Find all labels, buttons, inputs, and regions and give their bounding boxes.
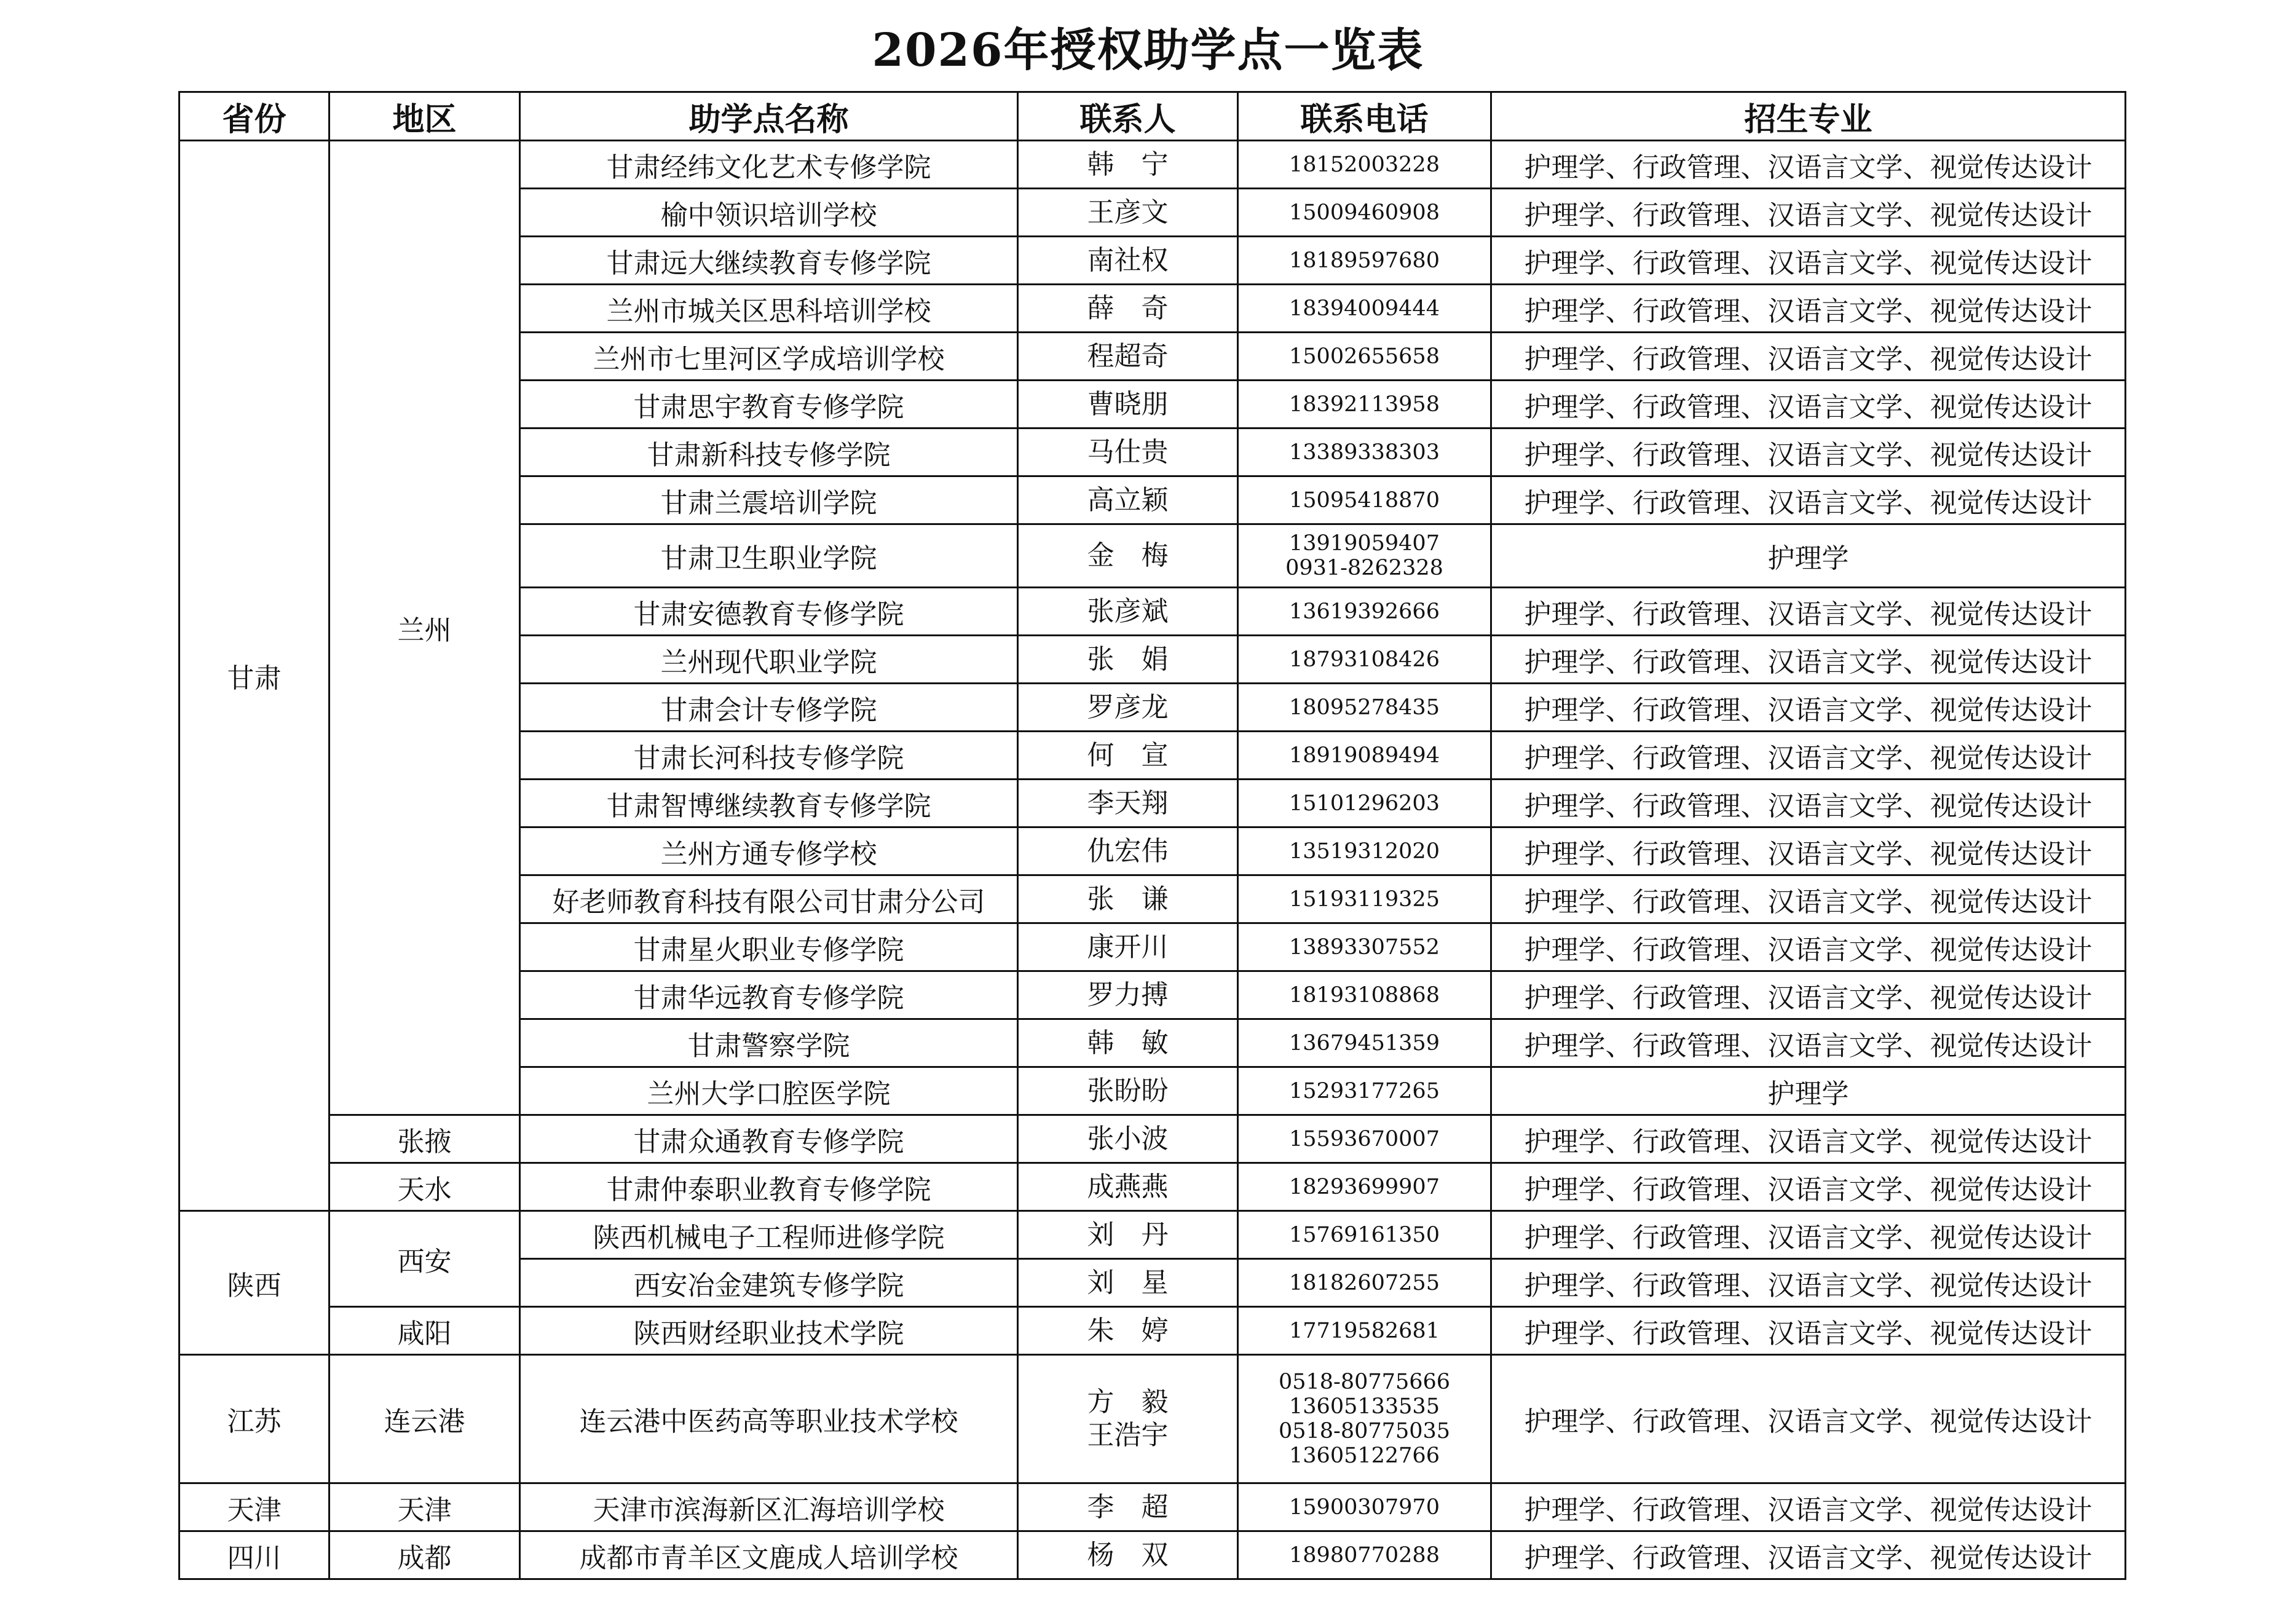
school-name-cell: 甘肃兰震培训学院	[520, 476, 1018, 524]
table-row	[179, 1163, 2126, 1211]
school-name-cell: 甘肃安德教育专修学院	[520, 588, 1018, 636]
contact-cell-line: 韩 宁	[1087, 148, 1169, 180]
contact-cell	[1018, 285, 1238, 333]
school-name-cell: 兰州现代职业学院	[520, 636, 1018, 684]
table-row	[179, 1115, 2126, 1163]
school-name-cell: 甘肃长河科技专修学院	[520, 732, 1018, 780]
school-name-cell: 甘肃思宇教育专修学院	[520, 381, 1018, 428]
phone-cell-line: 15009460908	[1289, 200, 1440, 225]
phone-cell-line: 18152003228	[1289, 152, 1440, 177]
phone-cell-line: 18394009444	[1289, 296, 1440, 321]
school-name-cell: 甘肃远大继续教育专修学院	[520, 237, 1018, 285]
phone-cell-line: 13919059407	[1289, 531, 1440, 556]
majors-cell: 护理学、行政管理、汉语言文学、视觉传达设计	[1491, 923, 2126, 971]
table-body	[179, 141, 2126, 1579]
contact-cell-line: 仇宏伟	[1087, 835, 1169, 867]
phone-cell-line: 15095418870	[1289, 488, 1440, 513]
contact-cell-line: 罗彦龙	[1087, 691, 1169, 723]
phone-cell-line: 18095278435	[1289, 695, 1440, 720]
province-cell: 天津	[179, 1483, 329, 1531]
majors-cell: 护理学、行政管理、汉语言文学、视觉传达设计	[1491, 827, 2126, 875]
majors-cell: 护理学、行政管理、汉语言文学、视觉传达设计	[1491, 1355, 2126, 1483]
phone-cell	[1238, 237, 1491, 285]
phone-cell	[1238, 1115, 1491, 1163]
region-cell: 天津	[329, 1483, 520, 1531]
phone-cell-line: 13679451359	[1289, 1030, 1440, 1056]
majors-cell: 护理学、行政管理、汉语言文学、视觉传达设计	[1491, 476, 2126, 524]
majors-cell: 护理学	[1491, 1067, 2126, 1115]
contact-cell-line: 南社权	[1087, 244, 1169, 276]
contact-cell	[1018, 827, 1238, 875]
school-name-cell: 连云港中医药高等职业技术学校	[520, 1355, 1018, 1483]
majors-cell: 护理学、行政管理、汉语言文学、视觉传达设计	[1491, 971, 2126, 1019]
contact-cell-line: 张 谦	[1087, 883, 1169, 915]
contact-cell	[1018, 1483, 1238, 1531]
majors-cell: 护理学、行政管理、汉语言文学、视觉传达设计	[1491, 1259, 2126, 1307]
region-cell: 连云港	[329, 1355, 520, 1483]
contact-cell-line: 程超奇	[1087, 340, 1169, 372]
phone-cell-line: 18189597680	[1289, 248, 1440, 273]
contact-cell-line: 马仕贵	[1087, 436, 1169, 468]
phone-cell	[1238, 285, 1491, 333]
phone-cell	[1238, 827, 1491, 875]
majors-cell: 护理学、行政管理、汉语言文学、视觉传达设计	[1491, 1115, 2126, 1163]
table-header-row	[179, 92, 2126, 141]
contact-cell	[1018, 428, 1238, 476]
school-name-cell: 甘肃智博继续教育专修学院	[520, 780, 1018, 827]
majors-cell: 护理学、行政管理、汉语言文学、视觉传达设计	[1491, 875, 2126, 923]
school-name-cell: 甘肃新科技专修学院	[520, 428, 1018, 476]
contact-cell	[1018, 189, 1238, 237]
phone-cell	[1238, 971, 1491, 1019]
phone-cell	[1238, 1259, 1491, 1307]
contact-cell-line: 成燕燕	[1087, 1171, 1169, 1202]
contact-cell	[1018, 1211, 1238, 1259]
school-name-cell: 兰州大学口腔医学院	[520, 1067, 1018, 1115]
phone-cell-line: 15101296203	[1289, 791, 1440, 816]
phone-cell-line: 15002655658	[1289, 344, 1440, 369]
school-name-cell: 成都市青羊区文鹿成人培训学校	[520, 1531, 1018, 1579]
phone-cell-line: 13519312020	[1289, 839, 1440, 864]
majors-cell: 护理学、行政管理、汉语言文学、视觉传达设计	[1491, 381, 2126, 428]
assistance-points-table	[178, 91, 2126, 1580]
school-name-cell: 陕西机械电子工程师进修学院	[520, 1211, 1018, 1259]
majors-cell: 护理学、行政管理、汉语言文学、视觉传达设计	[1491, 780, 2126, 827]
contact-cell	[1018, 141, 1238, 189]
contact-cell-line: 何 宣	[1087, 739, 1169, 771]
school-name-cell: 甘肃警察学院	[520, 1019, 1018, 1067]
majors-cell: 护理学、行政管理、汉语言文学、视觉传达设计	[1491, 1531, 2126, 1579]
contact-cell	[1018, 1019, 1238, 1067]
majors-cell: 护理学、行政管理、汉语言文学、视觉传达设计	[1491, 333, 2126, 381]
province-cell: 江苏	[179, 1355, 329, 1483]
region-cell: 兰州	[329, 141, 520, 1115]
phone-cell	[1238, 428, 1491, 476]
school-name-cell: 甘肃会计专修学院	[520, 684, 1018, 732]
phone-cell-line: 13605133535	[1289, 1394, 1440, 1419]
contact-cell	[1018, 476, 1238, 524]
header-contact: 联系人	[1018, 92, 1238, 141]
region-cell: 成都	[329, 1531, 520, 1579]
phone-cell-line: 15593670007	[1289, 1126, 1440, 1151]
phone-cell	[1238, 141, 1491, 189]
contact-cell-line: 罗力搏	[1087, 979, 1169, 1011]
majors-cell: 护理学、行政管理、汉语言文学、视觉传达设计	[1491, 189, 2126, 237]
region-cell: 西安	[329, 1211, 520, 1307]
header-province: 省份	[179, 92, 329, 141]
contact-cell-line: 曹晓朋	[1087, 388, 1169, 420]
contact-cell	[1018, 732, 1238, 780]
phone-cell-line: 0518-80775666	[1278, 1370, 1451, 1394]
region-cell: 张掖	[329, 1115, 520, 1163]
contact-cell	[1018, 923, 1238, 971]
contact-cell-line: 高立颖	[1087, 484, 1169, 516]
header-phone: 联系电话	[1238, 92, 1491, 141]
table-row	[179, 1211, 2126, 1259]
table-row	[179, 1483, 2126, 1531]
contact-cell-line: 张 娟	[1087, 643, 1169, 675]
phone-cell	[1238, 684, 1491, 732]
contact-cell	[1018, 1307, 1238, 1355]
phone-cell-line: 13605122766	[1289, 1443, 1440, 1468]
phone-cell	[1238, 333, 1491, 381]
phone-cell-line: 17719582681	[1289, 1318, 1440, 1343]
region-cell: 天水	[329, 1163, 520, 1211]
phone-cell	[1238, 1307, 1491, 1355]
contact-cell	[1018, 636, 1238, 684]
majors-cell: 护理学、行政管理、汉语言文学、视觉传达设计	[1491, 1163, 2126, 1211]
school-name-cell: 兰州市城关区思科培训学校	[520, 285, 1018, 333]
contact-cell-line: 张小波	[1087, 1123, 1169, 1155]
contact-cell	[1018, 237, 1238, 285]
majors-cell: 护理学、行政管理、汉语言文学、视觉传达设计	[1491, 285, 2126, 333]
phone-cell	[1238, 524, 1491, 588]
majors-cell: 护理学、行政管理、汉语言文学、视觉传达设计	[1491, 636, 2126, 684]
phone-cell	[1238, 732, 1491, 780]
region-cell: 咸阳	[329, 1307, 520, 1355]
contact-cell	[1018, 1531, 1238, 1579]
contact-cell-line: 金 梅	[1087, 540, 1169, 571]
phone-cell	[1238, 189, 1491, 237]
contact-cell	[1018, 1355, 1238, 1483]
contact-cell-line: 王彦文	[1087, 196, 1169, 228]
phone-cell-line: 15769161350	[1289, 1222, 1440, 1247]
phone-cell-line: 15193119325	[1289, 887, 1440, 912]
province-cell: 四川	[179, 1531, 329, 1579]
contact-cell	[1018, 1259, 1238, 1307]
contact-cell-line: 刘 星	[1087, 1266, 1169, 1298]
phone-cell	[1238, 1355, 1491, 1483]
contact-cell	[1018, 333, 1238, 381]
contact-cell	[1018, 780, 1238, 827]
table-row	[179, 1355, 2126, 1483]
table-row	[179, 141, 2126, 189]
phone-cell-line: 13893307552	[1289, 934, 1440, 960]
contact-cell-line: 薛 奇	[1087, 292, 1169, 324]
contact-cell	[1018, 971, 1238, 1019]
majors-cell: 护理学、行政管理、汉语言文学、视觉传达设计	[1491, 141, 2126, 189]
school-name-cell: 陕西财经职业技术学院	[520, 1307, 1018, 1355]
contact-cell-line: 朱 婷	[1087, 1314, 1169, 1346]
phone-cell-line: 13619392666	[1289, 599, 1440, 624]
phone-cell-line: 18182607255	[1289, 1270, 1440, 1295]
phone-cell	[1238, 780, 1491, 827]
phone-cell	[1238, 1483, 1491, 1531]
contact-cell-line: 方 毅	[1087, 1386, 1169, 1418]
majors-cell: 护理学、行政管理、汉语言文学、视觉传达设计	[1491, 684, 2126, 732]
majors-cell: 护理学、行政管理、汉语言文学、视觉传达设计	[1491, 732, 2126, 780]
contact-cell-line: 韩 敏	[1087, 1027, 1169, 1059]
phone-cell-line: 0931-8262328	[1285, 556, 1443, 580]
header-school-name: 助学点名称	[520, 92, 1018, 141]
school-name-cell: 好老师教育科技有限公司甘肃分公司	[520, 875, 1018, 923]
phone-cell	[1238, 923, 1491, 971]
contact-cell-line: 康开川	[1087, 931, 1169, 963]
phone-cell-line: 18293699907	[1289, 1174, 1440, 1199]
majors-cell: 护理学、行政管理、汉语言文学、视觉传达设计	[1491, 1019, 2126, 1067]
phone-cell	[1238, 381, 1491, 428]
school-name-cell: 西安冶金建筑专修学院	[520, 1259, 1018, 1307]
school-name-cell: 榆中领识培训学校	[520, 189, 1018, 237]
province-cell: 甘肃	[179, 141, 329, 1211]
phone-cell-line: 0518-80775035	[1278, 1419, 1451, 1443]
phone-cell-line: 18980770288	[1289, 1542, 1440, 1568]
contact-cell-line: 张盼盼	[1087, 1075, 1169, 1107]
page-title: 2026年授权助学点一览表	[872, 24, 1424, 77]
contact-cell	[1018, 1115, 1238, 1163]
phone-cell	[1238, 1531, 1491, 1579]
contact-cell	[1018, 381, 1238, 428]
phone-cell-line: 15293177265	[1289, 1078, 1440, 1104]
school-name-cell: 甘肃星火职业专修学院	[520, 923, 1018, 971]
phone-cell-line: 15900307970	[1289, 1495, 1440, 1520]
contact-cell-line: 王浩宇	[1087, 1420, 1169, 1451]
phone-cell	[1238, 588, 1491, 636]
majors-cell: 护理学、行政管理、汉语言文学、视觉传达设计	[1491, 588, 2126, 636]
header-region: 地区	[329, 92, 520, 141]
phone-cell	[1238, 875, 1491, 923]
contact-cell-line: 刘 丹	[1087, 1218, 1169, 1250]
phone-cell	[1238, 1019, 1491, 1067]
phone-cell-line: 18193108868	[1289, 982, 1440, 1008]
phone-cell	[1238, 636, 1491, 684]
contact-cell-line: 李天翔	[1087, 787, 1169, 819]
province-cell: 陕西	[179, 1211, 329, 1355]
contact-cell-line: 杨 双	[1087, 1539, 1169, 1571]
contact-cell	[1018, 684, 1238, 732]
phone-cell	[1238, 1067, 1491, 1115]
majors-cell: 护理学、行政管理、汉语言文学、视觉传达设计	[1491, 237, 2126, 285]
phone-cell	[1238, 1163, 1491, 1211]
school-name-cell: 兰州市七里河区学成培训学校	[520, 333, 1018, 381]
majors-cell: 护理学、行政管理、汉语言文学、视觉传达设计	[1491, 1211, 2126, 1259]
majors-cell: 护理学、行政管理、汉语言文学、视觉传达设计	[1491, 1307, 2126, 1355]
school-name-cell: 甘肃卫生职业学院	[520, 524, 1018, 588]
table-row	[179, 1307, 2126, 1355]
phone-cell	[1238, 476, 1491, 524]
table-row	[179, 1531, 2126, 1579]
school-name-cell: 兰州方通专修学校	[520, 827, 1018, 875]
contact-cell	[1018, 875, 1238, 923]
school-name-cell: 天津市滨海新区汇海培训学校	[520, 1483, 1018, 1531]
contact-cell	[1018, 1067, 1238, 1115]
phone-cell-line: 18919089494	[1289, 743, 1440, 768]
school-name-cell: 甘肃经纬文化艺术专修学院	[520, 141, 1018, 189]
contact-cell-line: 李 超	[1087, 1491, 1169, 1523]
school-name-cell: 甘肃仲泰职业教育专修学院	[520, 1163, 1018, 1211]
contact-cell	[1018, 524, 1238, 588]
majors-cell: 护理学、行政管理、汉语言文学、视觉传达设计	[1491, 1483, 2126, 1531]
phone-cell-line: 18793108426	[1289, 647, 1440, 672]
phone-cell	[1238, 1211, 1491, 1259]
contact-cell	[1018, 588, 1238, 636]
contact-cell-line: 张彦斌	[1087, 595, 1169, 627]
majors-cell: 护理学、行政管理、汉语言文学、视觉传达设计	[1491, 428, 2126, 476]
school-name-cell: 甘肃众通教育专修学院	[520, 1115, 1018, 1163]
contact-cell	[1018, 1163, 1238, 1211]
majors-cell: 护理学	[1491, 524, 2126, 588]
school-name-cell: 甘肃华远教育专修学院	[520, 971, 1018, 1019]
phone-cell-line: 18392113958	[1289, 392, 1440, 417]
header-majors: 招生专业	[1491, 92, 2126, 141]
phone-cell-line: 13389338303	[1289, 440, 1440, 465]
